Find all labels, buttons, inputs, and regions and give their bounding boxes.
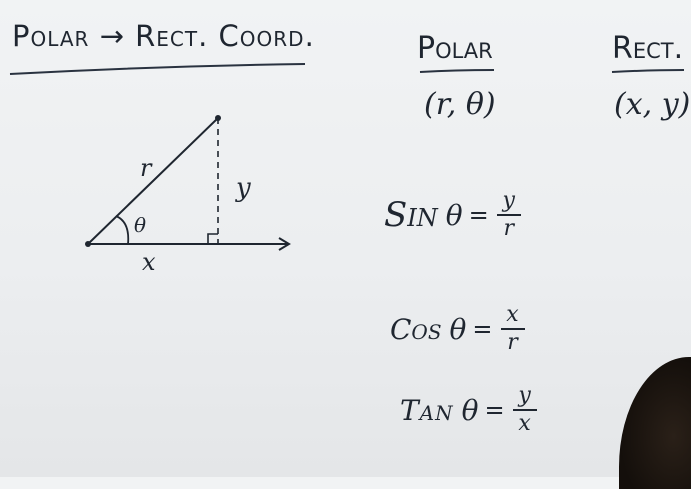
sine-theta: θ <box>445 198 463 232</box>
sine-equals: = <box>468 201 489 229</box>
angle-arc <box>116 216 128 244</box>
tangent-equation <box>400 385 537 435</box>
sine-denominator: r <box>503 216 515 241</box>
cosine-numerator: x <box>506 302 519 327</box>
polar-heading: Polar <box>417 31 493 66</box>
rect-heading: Rect. <box>612 31 684 66</box>
sine-fraction <box>497 190 521 240</box>
terminal-point <box>215 115 221 121</box>
tangent-function: Tan <box>400 393 454 427</box>
cosine-fraction <box>501 304 525 354</box>
origin-point <box>85 241 91 247</box>
tangent-fraction <box>513 385 537 435</box>
board-title: Polar → Rect. Coord. <box>12 19 315 53</box>
cosine-equation <box>390 304 525 354</box>
cosine-theta: θ <box>449 312 467 346</box>
sine-numerator: y <box>502 188 515 213</box>
tangent-equals: = <box>484 396 505 424</box>
opposite-label: y <box>236 173 251 203</box>
polar-underline <box>420 70 494 72</box>
tangent-denominator: x <box>518 411 531 436</box>
rect-coordinate-pair: (x, y) <box>614 87 691 122</box>
hypotenuse-line <box>88 118 218 244</box>
tangent-theta: θ <box>461 393 479 427</box>
title-underline <box>10 64 305 74</box>
tangent-numerator: y <box>518 383 531 408</box>
adjacent-label: x <box>142 248 156 276</box>
cosine-denominator: r <box>507 330 518 355</box>
angle-label: θ <box>134 213 147 237</box>
hypotenuse-label: r <box>140 154 152 182</box>
cosine-function: Cos <box>390 312 442 346</box>
cosine-equals: = <box>472 315 493 343</box>
sine-function: Sin <box>384 195 438 235</box>
rect-underline <box>612 70 684 72</box>
sine-equation <box>384 190 521 240</box>
polar-coordinate-pair: (r, θ) <box>424 87 496 122</box>
right-angle-marker <box>208 234 218 244</box>
